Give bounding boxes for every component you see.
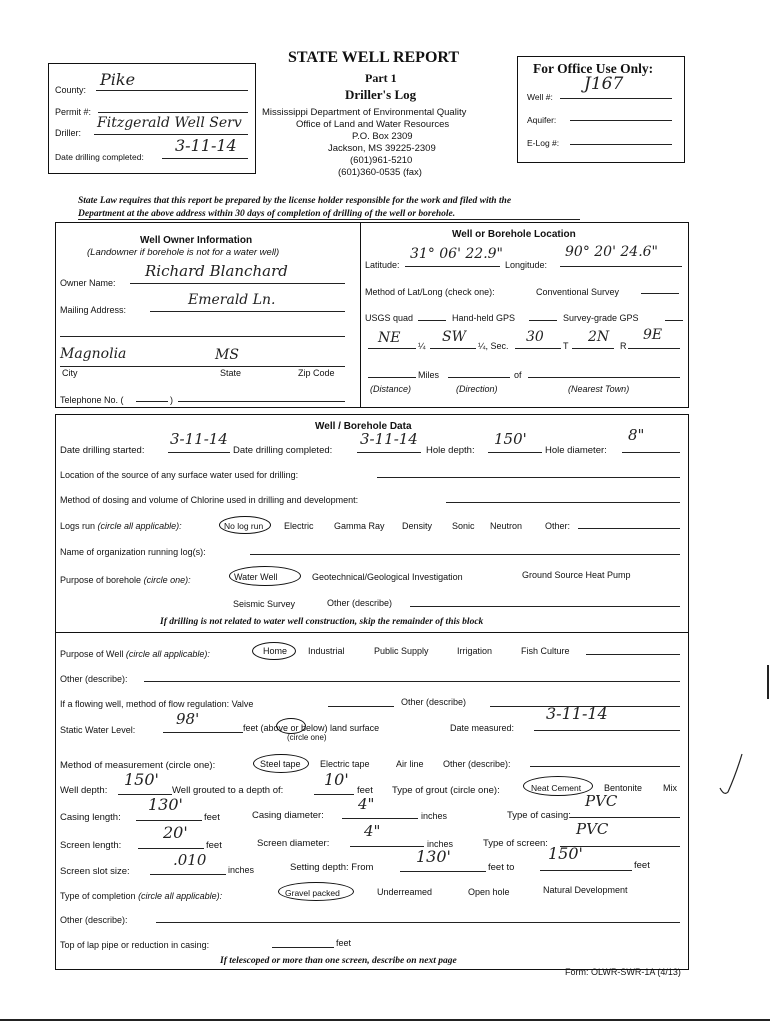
owner-name-value[interactable]: Richard Blanchard <box>145 262 288 280</box>
notice-line: Department at the above address within 30 days of completion of drilling of the well or borehole. <box>78 209 456 219</box>
circled-no-log-run <box>219 516 271 534</box>
township-label: T <box>563 341 569 351</box>
grout-type-label: Type of grout (circle one): <box>392 785 500 796</box>
county-label: County: <box>55 85 87 95</box>
grout-neat-cement[interactable]: Neat Cement <box>531 783 582 793</box>
screen-diameter-inches: inches <box>427 839 454 849</box>
completion-open-hole[interactable]: Open hole <box>468 887 510 897</box>
borehole-section-title: Well / Borehole Data <box>315 421 412 432</box>
date-started-value[interactable]: 3-11-14 <box>170 430 228 448</box>
agency-line: Office of Land and Water Resources <box>296 119 450 130</box>
well-purpose-industrial[interactable]: Industrial <box>308 646 345 656</box>
well-purpose-label: Purpose of Well (circle all applicable): <box>60 649 210 659</box>
longitude-value[interactable]: 90° 20' 24.6" <box>565 244 658 260</box>
range-label: R <box>620 341 627 351</box>
telescoped-note: If telescoped or more than one screen, describe on next page <box>220 956 457 966</box>
lap-pipe-feet: feet <box>336 938 352 948</box>
section-value[interactable]: 30 <box>526 329 544 345</box>
agency-line: (601)360-0535 (fax) <box>338 167 422 178</box>
lat-long-method-label: Method of Lat/Long (check one): <box>365 287 495 297</box>
purpose-ground-source-heat-pump[interactable]: Ground Source Heat Pump <box>522 570 631 580</box>
report-subtitle: Driller's Log <box>345 87 417 102</box>
purpose-other-describe[interactable]: Other (describe) <box>327 598 393 608</box>
flowing-other-label: Other (describe) <box>401 697 467 707</box>
quarter-1-value[interactable]: NE <box>378 330 401 346</box>
screen-diameter-label: Screen diameter: <box>257 838 330 849</box>
static-water-level-label: Static Water Level: <box>60 725 136 735</box>
measure-electric-tape[interactable]: Electric tape <box>320 759 370 769</box>
casing-length-value[interactable]: 130' <box>148 795 183 814</box>
elog-label: E-Log #: <box>527 138 560 148</box>
date-started-label: Date drilling started: <box>60 445 145 456</box>
completion-gravel-packed[interactable]: Gravel packed <box>285 888 340 898</box>
purpose-water-well[interactable]: Water Well <box>234 572 278 582</box>
method-survey-grade-gps[interactable]: Survey-grade GPS <box>563 313 639 323</box>
date-measured-value[interactable]: 3-11-14 <box>546 704 608 723</box>
agency-line: Jackson, MS 39225-2309 <box>328 143 436 154</box>
log-option-no-log-run[interactable]: No log run <box>224 521 264 531</box>
miles-label: Miles <box>418 370 440 380</box>
method-usgs-quad[interactable]: USGS quad <box>365 313 414 323</box>
latitude-value[interactable]: 31° 06' 22.9" <box>410 246 503 262</box>
telephone-close: ) <box>170 395 173 405</box>
log-option-electric[interactable]: Electric <box>284 521 314 531</box>
owner-name-label: Owner Name: <box>60 278 116 288</box>
county-value[interactable]: Pike <box>100 70 136 89</box>
casing-type-label: Type of casing: <box>507 810 571 821</box>
screen-slot-value[interactable]: .010 <box>173 851 207 869</box>
setting-depth-to-value[interactable]: 150' <box>548 844 583 863</box>
owner-section-title: Well Owner Information <box>140 235 253 246</box>
surface-water-label: Location of the source of any surface water used for drilling: <box>60 470 299 480</box>
date-completed-value[interactable]: 3-11-14 <box>175 136 237 155</box>
location-section-title: Well or Borehole Location <box>452 229 576 240</box>
well-purpose-irrigation[interactable]: Irrigation <box>457 646 493 656</box>
screen-length-value[interactable]: 20' <box>163 823 188 842</box>
measure-steel-tape[interactable]: Steel tape <box>260 759 301 769</box>
casing-length-label: Casing length: <box>60 812 121 823</box>
zip-label: Zip Code <box>298 368 335 378</box>
static-water-units: feet (above or below) land surface <box>243 723 380 733</box>
latitude-label: Latitude: <box>365 260 400 270</box>
measure-air-line[interactable]: Air line <box>396 759 424 769</box>
measurement-method-label: Method of measurement (circle one): <box>60 760 216 771</box>
log-option-density[interactable]: Density <box>402 521 433 531</box>
aquifer-label: Aquifer: <box>527 115 557 125</box>
mailing-address-value[interactable]: Emerald Ln. <box>188 292 276 308</box>
grouted-depth-label: Well grouted to a depth of: <box>172 785 284 796</box>
driller-value[interactable]: Fitzgerald Well Serv <box>97 115 242 131</box>
nearest-town-caption: (Nearest Town) <box>568 384 630 394</box>
grout-bentonite[interactable]: Bentonite <box>604 783 643 793</box>
hole-diameter-value[interactable]: 8" <box>628 426 645 444</box>
report-title: STATE WELL REPORT <box>288 49 460 66</box>
screen-length-feet: feet <box>206 840 222 851</box>
circle-one-caption: (circle one) <box>287 733 327 742</box>
notice-line: State Law requires that this report be prepared by the license holder responsible for the work and filed with the <box>78 196 512 206</box>
city-label: City <box>62 368 78 378</box>
margin-checkmark <box>718 752 744 798</box>
circled-neat-cement <box>523 776 593 796</box>
log-option-gamma-ray[interactable]: Gamma Ray <box>334 521 385 531</box>
report-part: Part 1 <box>365 71 397 85</box>
telephone-label: Telephone No. ( <box>60 395 124 405</box>
casing-diameter-value[interactable]: 4" <box>358 795 375 813</box>
section-divider <box>55 632 689 633</box>
date-completed2-label: Date drilling completed: <box>233 445 333 456</box>
date-completed-label: Date drilling completed: <box>55 152 144 162</box>
casing-diameter-label: Casing diameter: <box>252 810 324 821</box>
agency-line: Mississippi Department of Environmental Quality <box>262 107 467 118</box>
flowing-well-label: If a flowing well, method of flow regulation: Valve <box>60 699 254 709</box>
casing-length-feet: feet <box>204 812 220 823</box>
logs-run-label: Logs run (circle all applicable): <box>60 521 182 531</box>
state-value[interactable]: MS <box>215 347 239 363</box>
state-label: State <box>220 368 242 378</box>
completion-underreamed[interactable]: Underreamed <box>377 887 433 897</box>
method-conventional-survey[interactable]: Conventional Survey <box>536 287 620 297</box>
setting-depth-from-value[interactable]: 130' <box>416 847 451 866</box>
bottom-edge-line <box>0 1019 770 1021</box>
setting-depth-feet: feet <box>634 860 650 871</box>
grouted-feet-unit: feet <box>357 785 373 796</box>
circled-water-well <box>229 566 301 586</box>
date-completed2-value[interactable]: 3-11-14 <box>360 430 418 448</box>
screen-slot-inches: inches <box>228 865 255 875</box>
hole-depth-label: Hole depth: <box>426 445 475 456</box>
mailing-address-label: Mailing Address: <box>60 305 127 315</box>
hole-depth-value[interactable]: 150' <box>494 430 527 448</box>
circled-gravel-packed <box>278 882 354 901</box>
completion-type-label: Type of completion (circle all applicable): <box>60 891 223 901</box>
setting-depth-to-label: feet to <box>488 862 515 873</box>
purpose-seismic-survey[interactable]: Seismic Survey <box>233 599 296 609</box>
lap-pipe-label: Top of lap pipe or reduction in casing: <box>60 940 210 950</box>
chlorine-label: Method of dosing and volume of Chlorine used in drilling and development: <box>60 495 359 505</box>
skip-note: If drilling is not related to water well construction, skip the remainder of this block <box>160 617 484 627</box>
log-option-other[interactable]: Other: <box>545 521 571 531</box>
office-use-title: For Office Use Only: <box>533 61 654 76</box>
log-option-neutron[interactable]: Neutron <box>490 521 523 531</box>
margin-mark <box>767 665 769 699</box>
completion-natural-development[interactable]: Natural Development <box>543 885 628 895</box>
well-number-value[interactable]: J167 <box>584 74 624 94</box>
agency-line: (601)961-5210 <box>350 155 413 166</box>
screen-length-label: Screen length: <box>60 840 122 851</box>
grouted-depth-value[interactable]: 10' <box>324 770 349 789</box>
section-label: ¼, Sec. <box>478 341 509 351</box>
log-option-sonic[interactable]: Sonic <box>452 521 475 531</box>
completion-other-label: Other (describe): <box>60 915 128 925</box>
casing-diameter-inches: inches <box>421 811 448 821</box>
of-label: of <box>514 370 522 380</box>
township-value[interactable]: 2N <box>588 329 610 345</box>
date-measured-label: Date measured: <box>450 723 515 733</box>
well-other-label: Other (describe): <box>60 674 128 684</box>
setting-depth-label: Setting depth: From <box>290 862 374 873</box>
purpose-geotechnical[interactable]: Geotechnical/Geological Investigation <box>312 572 463 582</box>
distance-caption: (Distance) <box>370 384 412 394</box>
quarter-2-value[interactable]: SW <box>442 329 466 345</box>
owner-section-subtitle: (Landowner if borehole is not for a water well) <box>87 247 280 258</box>
driller-label: Driller: <box>55 128 81 138</box>
measure-other[interactable]: Other (describe): <box>443 759 511 769</box>
grout-mix[interactable]: Mix <box>663 783 677 793</box>
well-number-label: Well #: <box>527 92 553 102</box>
screen-type-label: Type of screen: <box>483 838 548 849</box>
static-water-level-value[interactable]: 98' <box>176 710 200 728</box>
screen-slot-label: Screen slot size: <box>60 866 130 877</box>
well-depth-value[interactable]: 150' <box>124 770 159 789</box>
circled-steel-tape <box>253 754 309 773</box>
screen-diameter-value[interactable]: 4" <box>364 822 381 840</box>
borehole-purpose-label: Purpose of borehole (circle one): <box>60 575 191 585</box>
city-value[interactable]: Magnolia <box>60 346 127 362</box>
form-id: Form: OLWR-SWR-1A (4/13) <box>565 967 681 977</box>
direction-caption: (Direction) <box>456 384 498 394</box>
casing-type-value[interactable]: PVC <box>585 792 618 810</box>
quarter-sep: ¼ <box>418 341 426 351</box>
screen-type-value[interactable]: PVC <box>576 820 609 838</box>
well-purpose-home[interactable]: Home <box>263 646 288 656</box>
agency-line: P.O. Box 2309 <box>352 131 413 142</box>
well-purpose-fish-culture[interactable]: Fish Culture <box>521 646 570 656</box>
well-purpose-public-supply[interactable]: Public Supply <box>374 646 429 656</box>
circled-home <box>252 642 296 660</box>
longitude-label: Longitude: <box>505 260 548 270</box>
range-value[interactable]: 9E <box>643 327 663 343</box>
permit-label: Permit #: <box>55 107 92 117</box>
well-depth-label: Well depth: <box>60 785 108 796</box>
log-organization-label: Name of organization running log(s): <box>60 547 206 557</box>
hole-diameter-label: Hole diameter: <box>545 445 607 456</box>
method-handheld-gps[interactable]: Hand-held GPS <box>452 313 516 323</box>
